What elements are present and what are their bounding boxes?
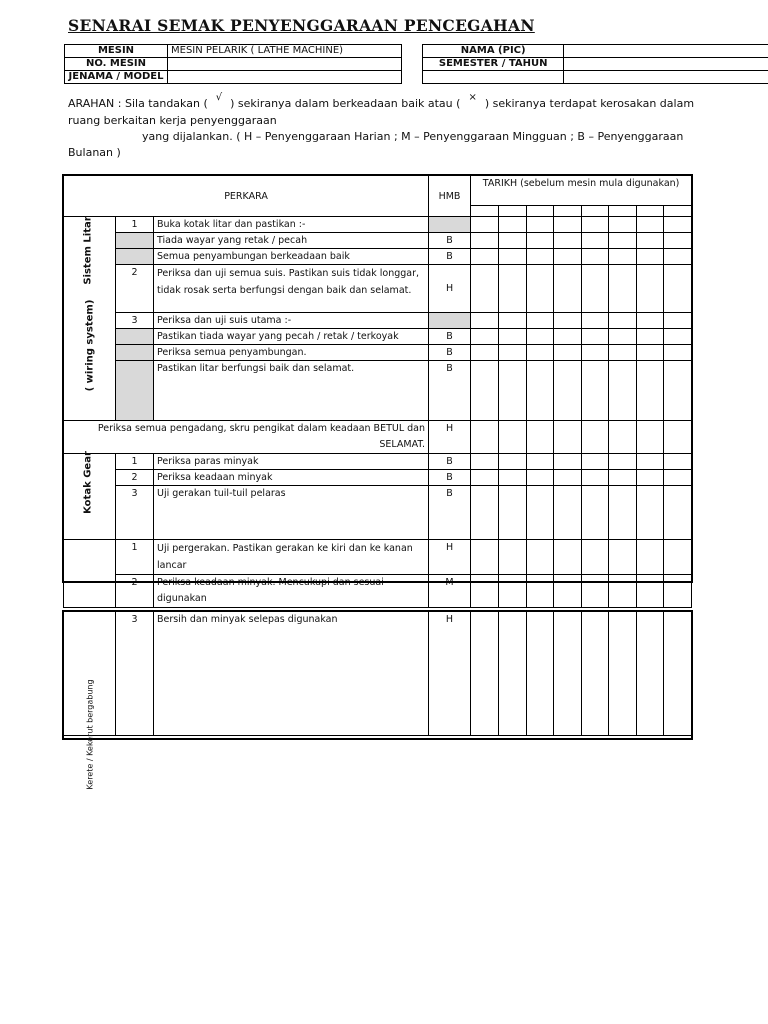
checklist-table bbox=[63, 175, 692, 608]
table-row bbox=[64, 313, 692, 329]
table-row bbox=[64, 345, 692, 361]
section-label-sistem-litar: Sistem Litar bbox=[82, 216, 94, 285]
row-text: Periksa dan uji semua suis. Pastikan suis tidak longgar, tidak rosak serta berfungsi dengan baik dan selamat. bbox=[154, 265, 429, 313]
instructions-line2: yang dijalankan. ( H – Penyenggaraan Harian ; M – Penyenggaraan Mingguan ; B – Penyenggaraan Bulanan ) bbox=[68, 130, 684, 159]
row-hmb: H bbox=[429, 421, 471, 454]
row-hmb: B bbox=[429, 233, 471, 249]
table-row bbox=[65, 45, 402, 58]
page-title: SENARAI SEMAK PENYENGGARAAN PENCEGAHAN bbox=[68, 16, 535, 35]
table-row bbox=[64, 217, 692, 233]
row-num: 2 bbox=[116, 470, 154, 486]
row-num: 2 bbox=[116, 265, 154, 313]
row-text: Periksa keadaan minyak. Mencukupi dan sesuai digunakan bbox=[154, 575, 429, 608]
table-row bbox=[64, 470, 692, 486]
date-cell[interactable] bbox=[471, 206, 499, 217]
table-row bbox=[64, 421, 692, 454]
instructions bbox=[68, 92, 708, 161]
row-num: 1 bbox=[116, 540, 154, 575]
row-text: Semua penyambungan berkeadaan baik bbox=[154, 249, 429, 265]
date-cell[interactable] bbox=[609, 206, 637, 217]
date-cell[interactable] bbox=[499, 206, 527, 217]
pengadang-text2: SELAMAT. bbox=[379, 439, 426, 450]
mesin-value[interactable]: MESIN PELARIK ( LATHE MACHINE) bbox=[168, 45, 402, 58]
row-num: 3 bbox=[116, 486, 154, 540]
instructions-part1: ARAHAN : Sila tandakan ( bbox=[68, 97, 208, 110]
table-row bbox=[64, 265, 692, 313]
row-num: 2 bbox=[116, 575, 154, 608]
table-row bbox=[64, 454, 692, 470]
row-text: Periksa keadaan minyak bbox=[154, 470, 429, 486]
row-hmb: B bbox=[429, 486, 471, 540]
tick-icon: √ bbox=[215, 92, 223, 103]
empty-value[interactable] bbox=[564, 71, 768, 84]
mesin-label: MESIN bbox=[65, 45, 168, 58]
row-text: Pastikan tiada wayar yang pecah / retak / terkoyak bbox=[154, 329, 429, 345]
row-text: Uji pergerakan. Pastikan gerakan ke kiri dan ke kanan lancar bbox=[154, 540, 429, 575]
row-num: 1 bbox=[116, 454, 154, 470]
jenama-value[interactable] bbox=[168, 71, 402, 84]
pic-info-table bbox=[422, 44, 768, 84]
semester-value[interactable] bbox=[564, 58, 768, 71]
date-cell[interactable] bbox=[582, 206, 609, 217]
no-mesin-value[interactable] bbox=[168, 58, 402, 71]
date-cell[interactable] bbox=[664, 206, 692, 217]
row-hmb: M bbox=[429, 575, 471, 608]
table-row bbox=[423, 45, 768, 58]
date-cell[interactable] bbox=[527, 206, 554, 217]
row-text: Periksa paras minyak bbox=[154, 454, 429, 470]
section-label-wiring: ( wiring system) bbox=[84, 299, 96, 392]
row-num: 3 bbox=[116, 313, 154, 329]
table-row bbox=[64, 361, 692, 421]
row-hmb: B bbox=[429, 345, 471, 361]
no-mesin-label: NO. MESIN bbox=[65, 58, 168, 71]
pengadang-text1: Periksa semua pengadang, skru pengikat dalam keadaan BETUL dan bbox=[97, 423, 426, 434]
table-row bbox=[423, 58, 768, 71]
table-row bbox=[64, 486, 692, 540]
row-hmb: B bbox=[429, 249, 471, 265]
table-row bbox=[64, 575, 692, 608]
date-cell[interactable] bbox=[637, 206, 664, 217]
checklist-table-lower bbox=[63, 611, 692, 736]
section-label-kotak-gear: Kotak Gear bbox=[82, 451, 94, 514]
section-label-kerete: Kerete / Kekerut bergabung bbox=[85, 679, 95, 790]
row-text: Pastikan litar berfungsi baik dan selamat. bbox=[154, 361, 429, 421]
table-row bbox=[64, 233, 692, 249]
row-num: 1 bbox=[116, 217, 154, 233]
row-hmb: H bbox=[429, 265, 471, 313]
row-hmb bbox=[429, 217, 471, 233]
instructions-part3: ) sekiranya terdapat kerosakan dalam ruang berkaitan kerja penyenggaraan bbox=[68, 97, 695, 127]
row-text: Buka kotak litar dan pastikan :- bbox=[154, 217, 429, 233]
row-hmb bbox=[429, 313, 471, 329]
machine-info-table bbox=[64, 44, 402, 84]
table-row bbox=[65, 71, 402, 84]
empty-label bbox=[423, 71, 564, 84]
section-blank-cell bbox=[64, 540, 116, 608]
date-cell[interactable] bbox=[554, 206, 582, 217]
table-row bbox=[65, 58, 402, 71]
row-text: Periksa semua penyambungan. bbox=[154, 345, 429, 361]
row-text: Bersih dan minyak selepas digunakan bbox=[154, 612, 429, 736]
row-num: 3 bbox=[116, 612, 154, 736]
header-perkara: PERKARA bbox=[64, 176, 429, 217]
header-row bbox=[64, 176, 692, 206]
row-text: Tiada wayar yang retak / pecah bbox=[154, 233, 429, 249]
cross-icon: × bbox=[468, 92, 477, 103]
semester-label: SEMESTER / TAHUN bbox=[423, 58, 564, 71]
table-row bbox=[64, 540, 692, 575]
row-hmb: H bbox=[429, 540, 471, 575]
table-row bbox=[423, 71, 768, 84]
row-text: Uji gerakan tuil-tuil pelaras bbox=[154, 486, 429, 540]
table-row bbox=[64, 612, 692, 736]
row-text: Periksa dan uji suis utama :- bbox=[154, 313, 429, 329]
table-row bbox=[64, 249, 692, 265]
header-tarikh: TARIKH (sebelum mesin mula digunakan) bbox=[471, 176, 692, 206]
nama-pic-label: NAMA (PIC) bbox=[423, 45, 564, 58]
jenama-label: JENAMA / MODEL bbox=[65, 71, 168, 84]
row-hmb: B bbox=[429, 470, 471, 486]
row-hmb: B bbox=[429, 329, 471, 345]
header-hmb: HMB bbox=[429, 176, 471, 217]
table-row bbox=[64, 329, 692, 345]
pengadang-cell bbox=[64, 421, 429, 454]
nama-pic-value[interactable] bbox=[564, 45, 768, 58]
row-hmb: B bbox=[429, 454, 471, 470]
row-hmb: B bbox=[429, 361, 471, 421]
row-hmb: H bbox=[429, 612, 471, 736]
instructions-part2: ) sekiranya dalam berkeadaan baik atau ( bbox=[230, 97, 461, 110]
